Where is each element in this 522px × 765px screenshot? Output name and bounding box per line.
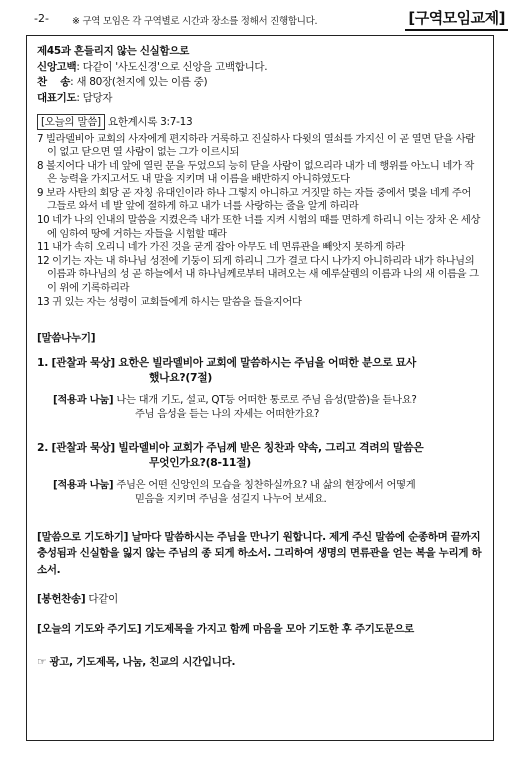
offering-label: [봉헌찬송] [37, 593, 86, 606]
page-header [34, 6, 508, 32]
offering-text: 다같이 [88, 593, 118, 606]
a2-text-line1: 주님은 어떤 신앙인의 모습을 칭찬하실까요? 내 삶의 현장에서 어떻게 [116, 478, 416, 491]
sharing-label: [말씀나누기] [37, 332, 96, 345]
q2-number: 2. [37, 440, 49, 454]
q1-text-line1: 요한은 빌라델비아 교회에 말씀하시는 주님을 어떠한 분으로 묘사 [118, 355, 417, 369]
prayer-label: 대표기도 [37, 91, 77, 104]
page-number: -2- [34, 12, 49, 25]
q1-tag: [관찰과 묵상] [51, 355, 115, 369]
a2-tag: [적용과 나눔] [53, 478, 114, 491]
lesson-title: 제45과 흔들리지 않는 신실함으로 [37, 45, 190, 57]
q2-tag: [관찰과 묵상] [51, 440, 115, 454]
verse-7: 7 빌라델비아 교회의 사자에게 편지하라 거룩하고 진실하사 다윗의 열쇠를 가지신 이 곧 열면 닫을 사람이 없고 닫으면 열 사람이 없는 그가 이르시되 [37, 132, 475, 159]
closing-prayer-label: [말씀으로 기도하기] [37, 530, 129, 543]
closing-prayer [37, 529, 483, 579]
section-title: [구역모임교제] [405, 6, 508, 31]
scripture-verses [37, 133, 483, 310]
closing-prayer-text: 날마다 말씀하시는 주님을 만나기 원합니다. 제게 주신 말씀에 순종하며 끝까지 충성됨과 신실함을 잃지 않는 주님의 종 되게 하소서. 그리하여 생명의 면류관을 얻는 복을 누리게 하소서. [37, 530, 482, 576]
offering-row [37, 592, 483, 608]
scripture-reference: 요한계시록 3:7-13 [107, 116, 193, 128]
a1-tag: [적용과 나눔] [53, 393, 114, 406]
prayer-row [37, 91, 483, 107]
lords-prayer-label: [오늘의 기도와 주기도] [37, 622, 142, 635]
verse-11: 11 내가 속히 오리니 네가 가진 것을 굳게 잡아 아무도 네 면류관을 빼앗지 못하게 하라 [37, 241, 405, 254]
answer-1 [37, 393, 483, 408]
announcement: ☞ 광고, 기도제목, 나눔, 친교의 시간입니다. [37, 656, 236, 669]
verse-10: 10 네가 나의 인내의 말씀을 지켰은즉 내가 또한 너를 지켜 시험의 때를 면하게 하리니 이는 장차 온 세상에 임하여 땅에 거하는 자들을 시험할 때라 [37, 214, 481, 240]
q1-number: 1. [37, 355, 49, 369]
a2-text-line2: 믿음을 지키며 주님을 섬길지 나누어 보세요. [135, 493, 327, 506]
question-2 [37, 440, 483, 455]
schedule-notice: ※ 구역 모임은 각 구역별로 시간과 장소를 정해서 진행합니다. [72, 16, 318, 27]
lords-prayer-row [37, 622, 483, 638]
hymn-row [37, 75, 483, 91]
q2-text-line2: 무엇인가요?(8-11절) [149, 455, 251, 469]
confession-label: 신앙고백 [37, 60, 77, 73]
lords-prayer-text: 기도제목을 가지고 함께 마음을 모아 기도한 후 주기도문으로 [144, 622, 414, 635]
confession-text: : 다같이 '사도신경'으로 신앙을 고백합니다. [76, 60, 268, 73]
a1-text-line2: 주님 음성을 듣는 나의 자세는 어떠한가요? [135, 408, 320, 421]
q1-text-line2: 했나요?(7절) [149, 370, 212, 384]
hymn-text: : 새 80장(천지에 있는 이름 중) [70, 76, 208, 88]
a1-text-line1: 나는 대개 기도, 설교, QT등 어떠한 통로로 주님 음성(말씀)을 듣나요? [116, 393, 417, 406]
q2-text-line1: 빌라델비아 교회가 주님께 받은 칭찬과 약속, 그리고 격려의 말씀은 [118, 440, 424, 454]
question-1 [37, 355, 483, 370]
confession-row [37, 60, 483, 76]
scripture-header [37, 114, 483, 131]
hymn-label: 찬 송 [37, 76, 71, 88]
worship-order-box [26, 35, 494, 741]
scripture-label: [오늘의 말씀] [37, 114, 105, 130]
verse-8: 8 볼지어다 내가 네 앞에 열린 문을 두었으되 능히 닫을 사람이 없으리라 내가 네 행위를 아노니 네가 작은 능력을 가지고서도 내 말을 지키며 내 이름을 배반하지 아니하였도다 [37, 159, 474, 186]
prayer-text: : 담당자 [76, 91, 113, 104]
answer-2 [37, 478, 483, 493]
verse-9: 9 보라 사탄의 회당 곧 자칭 유대인이라 하나 그렇지 아니하고 거짓말 하는 자들 중에서 몇을 네게 주어 그들로 와서 네 발 앞에 절하게 하고 내가 너를 사랑하는 줄을 알게 하리라 [37, 186, 471, 213]
verse-12: 12 이기는 자는 내 하나님 성전에 기둥이 되게 하리니 그가 결코 다시 나가지 아니하리라 내가 하나님의 이름과 하나님의 성 곧 하늘에서 내 하나님께로부터 내려오는 새 예루살렘의 이름과 나의 새 이름을 그이 위에 기록하리라 [37, 254, 479, 295]
verse-13: 13 귀 있는 자는 성령이 교회들에게 하시는 말씀을 들을지어다 [37, 295, 302, 308]
